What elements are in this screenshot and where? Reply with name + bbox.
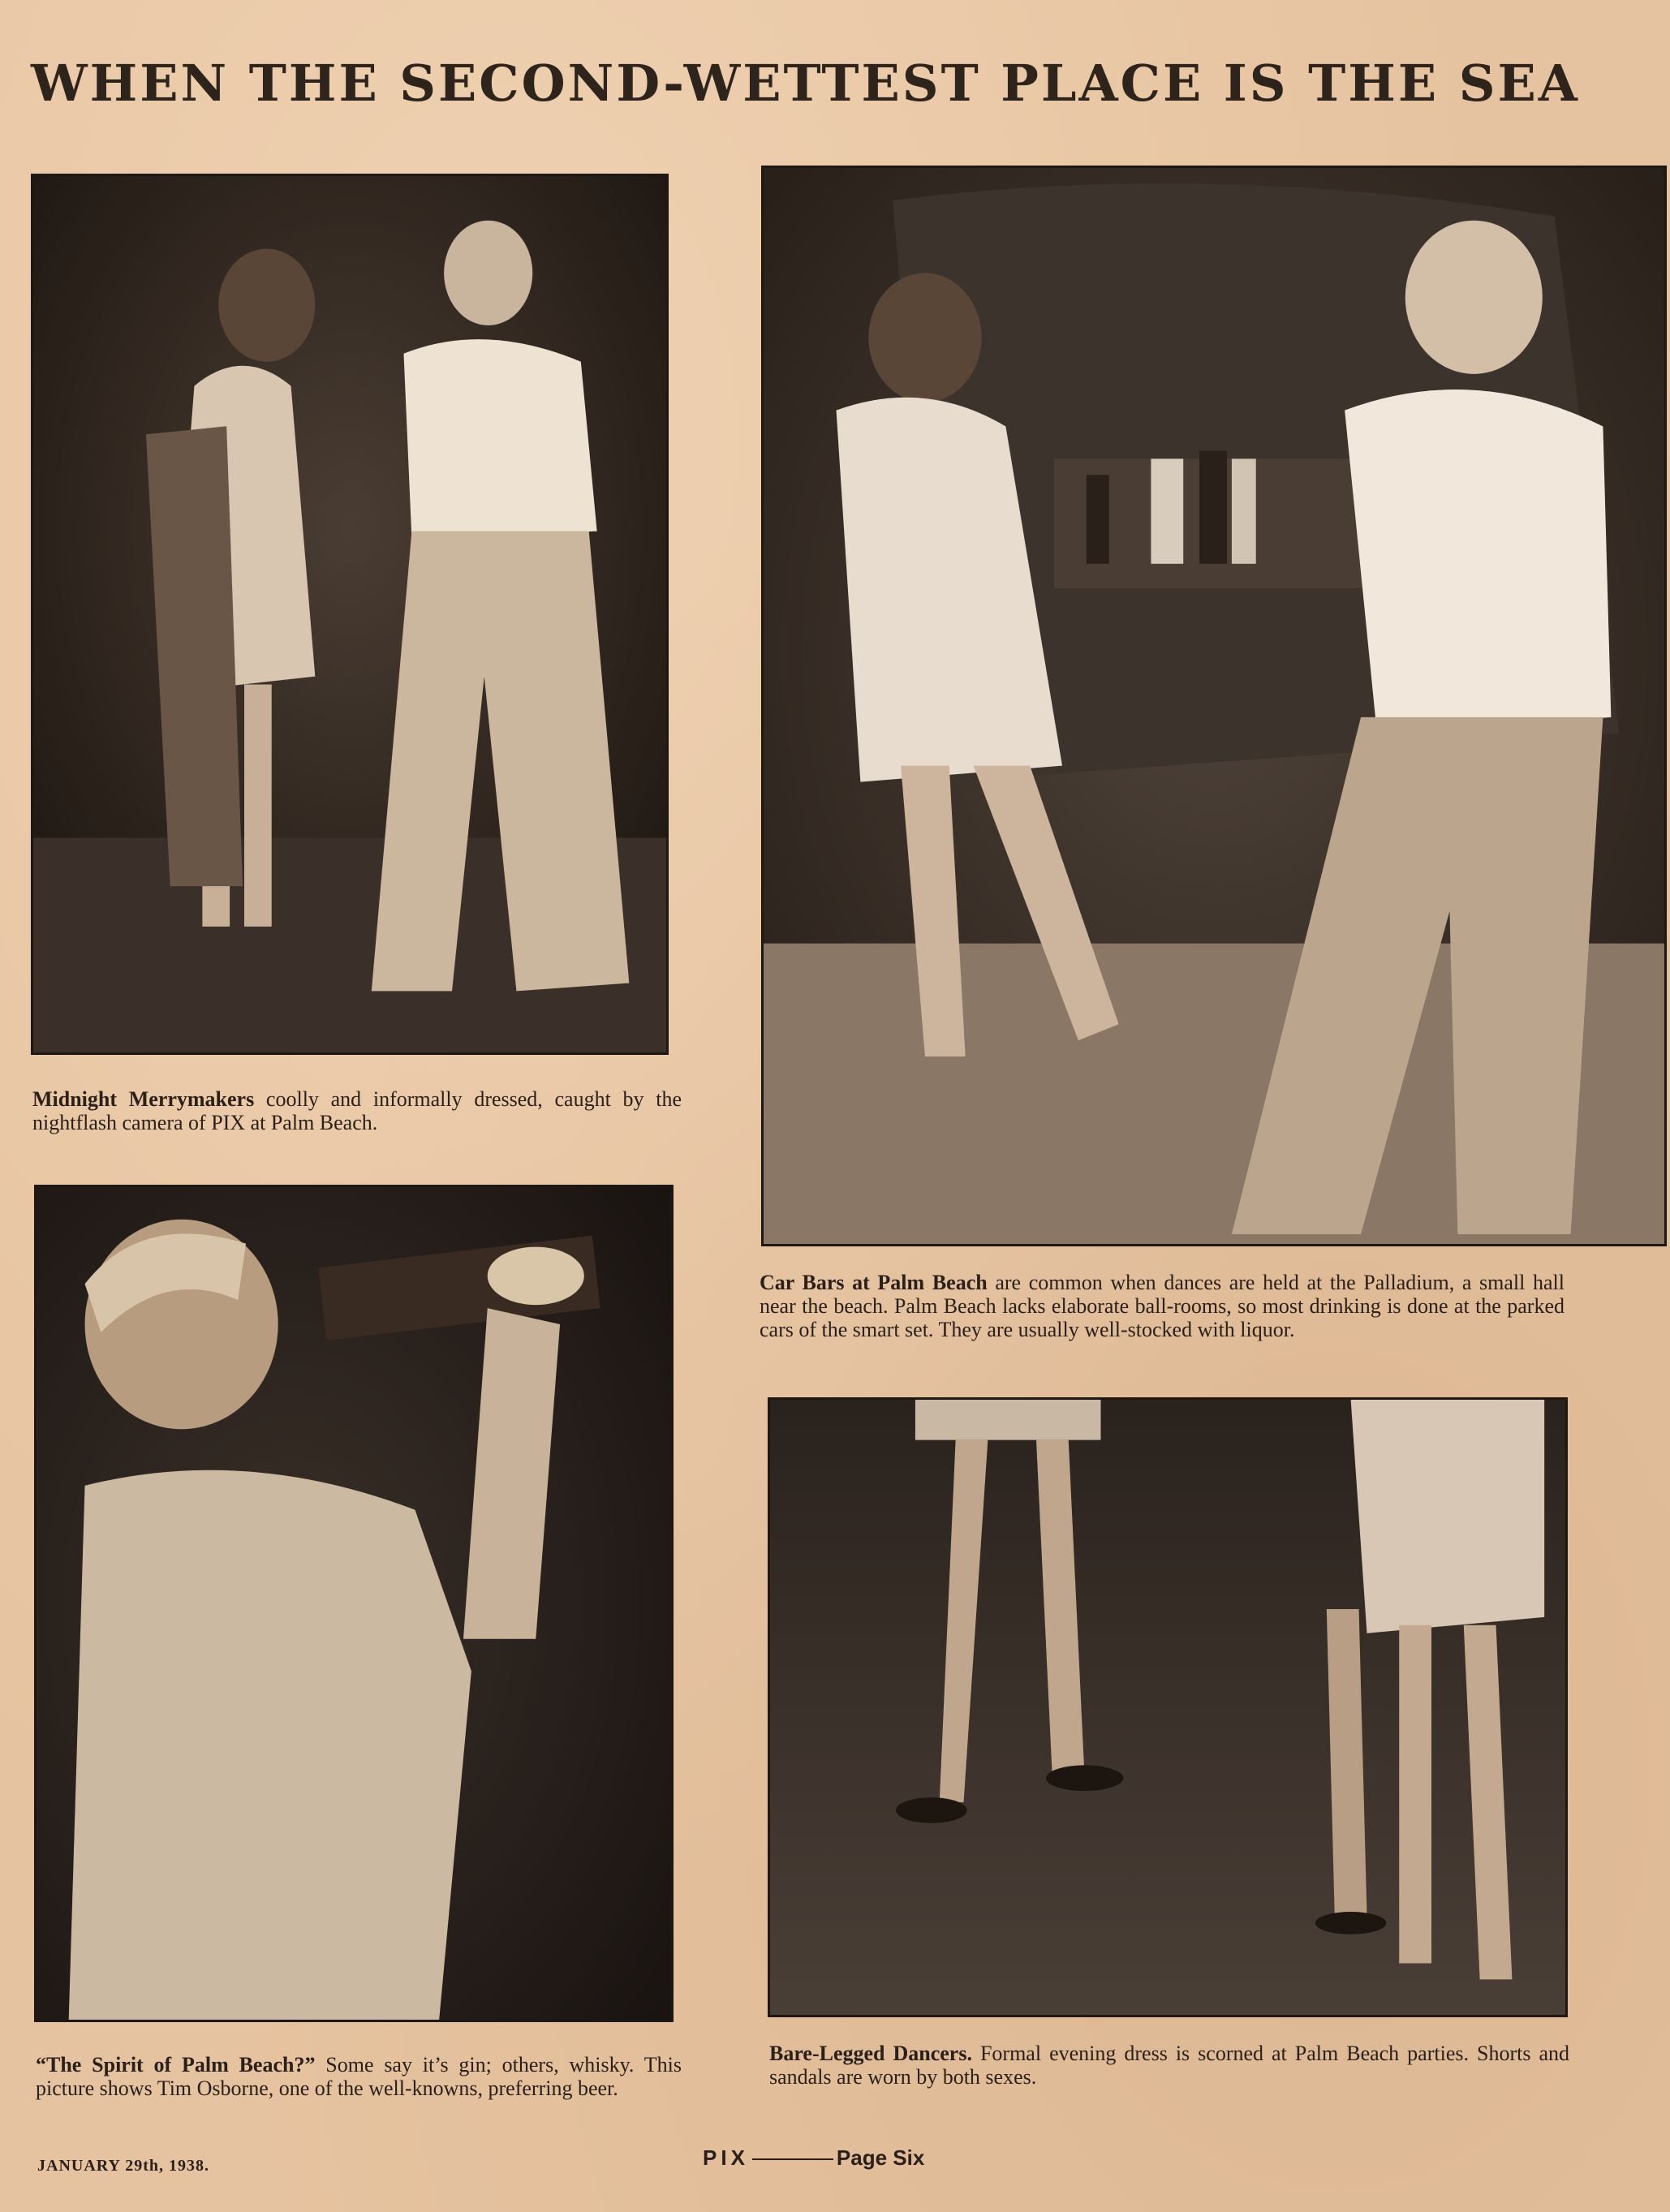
photo-spirit-of-palm-beach — [34, 1185, 674, 2022]
photo-merrymakers-image — [33, 176, 666, 1052]
page-folio — [703, 2145, 924, 2171]
photo-bare-legged-dancers — [768, 1397, 1568, 2017]
photo-midnight-merrymakers — [31, 174, 669, 1055]
issue-date: JANUARY 29th, 1938. — [37, 2157, 209, 2175]
caption-car-bars — [760, 1271, 1565, 1341]
caption-text: Some say it’s gin; others, whisky. This picture shows Tim Osborne, one of the well-knowns, preferring beer. — [36, 2053, 682, 2100]
caption-text: Formal evening dress is scorned at Palm Beach parties. Shorts and sandals are worn by both sexes. — [769, 2042, 1569, 2089]
caption-bare-legged-dancers — [769, 2042, 1569, 2089]
caption-text: are common when dances are held at the Palladium, a small hall near the beach. Palm Beach lacks elaborate ball-rooms, so most drinking is done at the parked cars of the smart set. They are usually well-stocked with liquor. — [760, 1271, 1565, 1341]
caption-spirit-of-palm-beach — [36, 2053, 682, 2100]
caption-lead: Bare-Legged Dancers. — [769, 2042, 972, 2065]
photo-car-bars-image — [764, 168, 1664, 1244]
caption-midnight-merrymakers — [32, 1087, 682, 1134]
caption-text: coolly and informally dressed, caught by the nightflash camera of PIX at Palm Beach. — [32, 1087, 682, 1134]
page-headline: WHEN THE SECOND-WETTEST PLACE IS THE SEA — [31, 54, 1580, 113]
caption-lead: “The Spirit of Palm Beach?” — [36, 2053, 316, 2076]
photo-dancers-image — [770, 1400, 1565, 2015]
caption-lead: Car Bars at Palm Beach — [760, 1271, 988, 1294]
photo-car-bars — [761, 166, 1667, 1246]
page-number: Page Six — [836, 2145, 925, 2170]
publication-name: PIX — [703, 2145, 749, 2170]
folio-rule — [752, 2158, 833, 2160]
photo-spirit-image — [37, 1187, 671, 2020]
caption-lead: Midnight Merrymakers — [32, 1087, 255, 1111]
